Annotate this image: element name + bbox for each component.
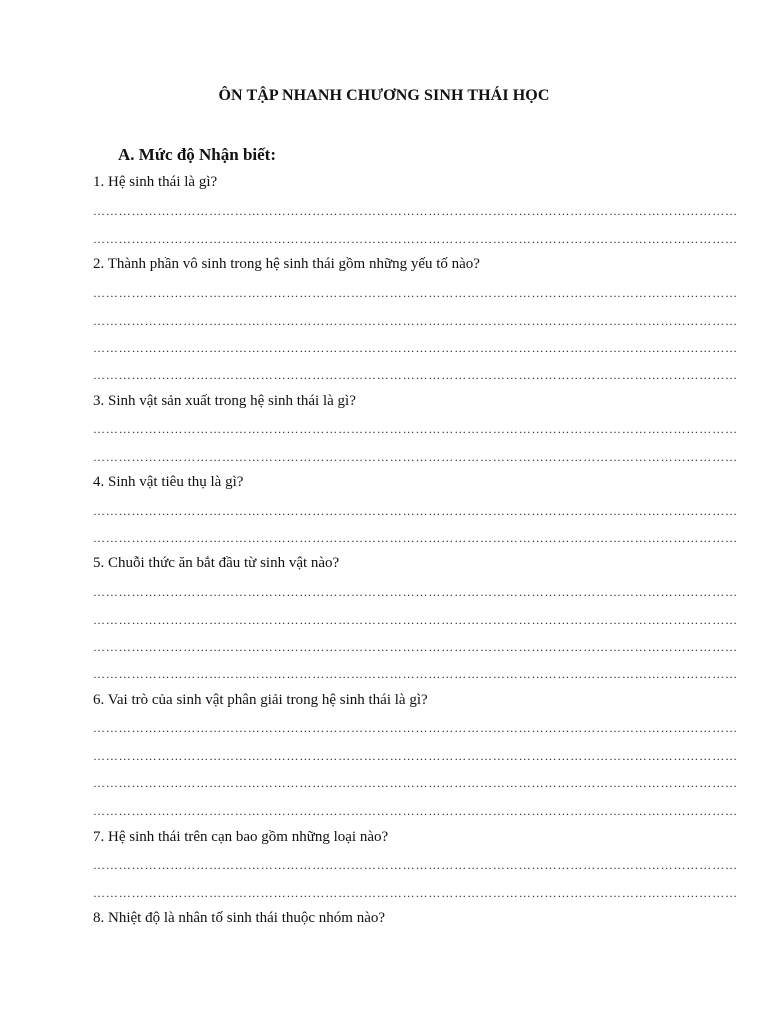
question-7: 7. Hệ sinh thái trên cạn bao gồm những loại nào?	[93, 829, 389, 845]
question-6: 6. Vai trò của sinh vật phân giải trong hệ sinh thái là gì?	[93, 692, 428, 708]
question-1: 1. Hệ sinh thái là gì?	[93, 174, 218, 190]
answer-line[interactable]: ……………………………………………………………………………………………………………………………………	[93, 886, 738, 900]
answer-line[interactable]: ……………………………………………………………………………………………………………………………………	[93, 450, 738, 464]
answer-line[interactable]: ……………………………………………………………………………………………………………………………………	[93, 504, 738, 518]
answer-line[interactable]: ……………………………………………………………………………………………………………………………………	[93, 286, 738, 300]
answer-line[interactable]: ……………………………………………………………………………………………………………………………………	[93, 667, 738, 681]
answer-line[interactable]: ……………………………………………………………………………………………………………………………………	[93, 341, 738, 355]
answer-line[interactable]: ……………………………………………………………………………………………………………………………………	[93, 368, 738, 382]
section-heading-a: A. Mức độ Nhận biết:	[118, 145, 277, 164]
answer-line[interactable]: ……………………………………………………………………………………………………………………………………	[93, 422, 738, 436]
question-8: 8. Nhiệt độ là nhân tố sinh thái thuộc nhóm nào?	[93, 910, 386, 926]
answer-line[interactable]: ……………………………………………………………………………………………………………………………………	[93, 749, 738, 763]
answer-line[interactable]: ……………………………………………………………………………………………………………………………………	[93, 640, 738, 654]
answer-line[interactable]: ……………………………………………………………………………………………………………………………………	[93, 858, 738, 872]
question-3: 3. Sinh vật sản xuất trong hệ sinh thái là gì?	[93, 393, 356, 409]
answer-line[interactable]: ……………………………………………………………………………………………………………………………………	[93, 531, 738, 545]
answer-line[interactable]: ……………………………………………………………………………………………………………………………………	[93, 804, 738, 818]
answer-line[interactable]: ……………………………………………………………………………………………………………………………………	[93, 232, 738, 246]
page-title: ÔN TẬP NHANH CHƯƠNG SINH THÁI HỌC	[218, 87, 550, 104]
question-4: 4. Sinh vật tiêu thụ là gì?	[93, 474, 244, 490]
answer-line[interactable]: ……………………………………………………………………………………………………………………………………	[93, 314, 738, 328]
answer-line[interactable]: ……………………………………………………………………………………………………………………………………	[93, 776, 738, 790]
question-5: 5. Chuỗi thức ăn bắt đầu từ sinh vật nào?	[93, 555, 340, 571]
answer-line[interactable]: ……………………………………………………………………………………………………………………………………	[93, 585, 738, 599]
question-2: 2. Thành phần vô sinh trong hệ sinh thái gồm những yếu tố nào?	[93, 256, 480, 272]
answer-line[interactable]: ……………………………………………………………………………………………………………………………………	[93, 204, 738, 218]
answer-line[interactable]: ……………………………………………………………………………………………………………………………………	[93, 613, 738, 627]
answer-line[interactable]: ……………………………………………………………………………………………………………………………………	[93, 721, 738, 735]
